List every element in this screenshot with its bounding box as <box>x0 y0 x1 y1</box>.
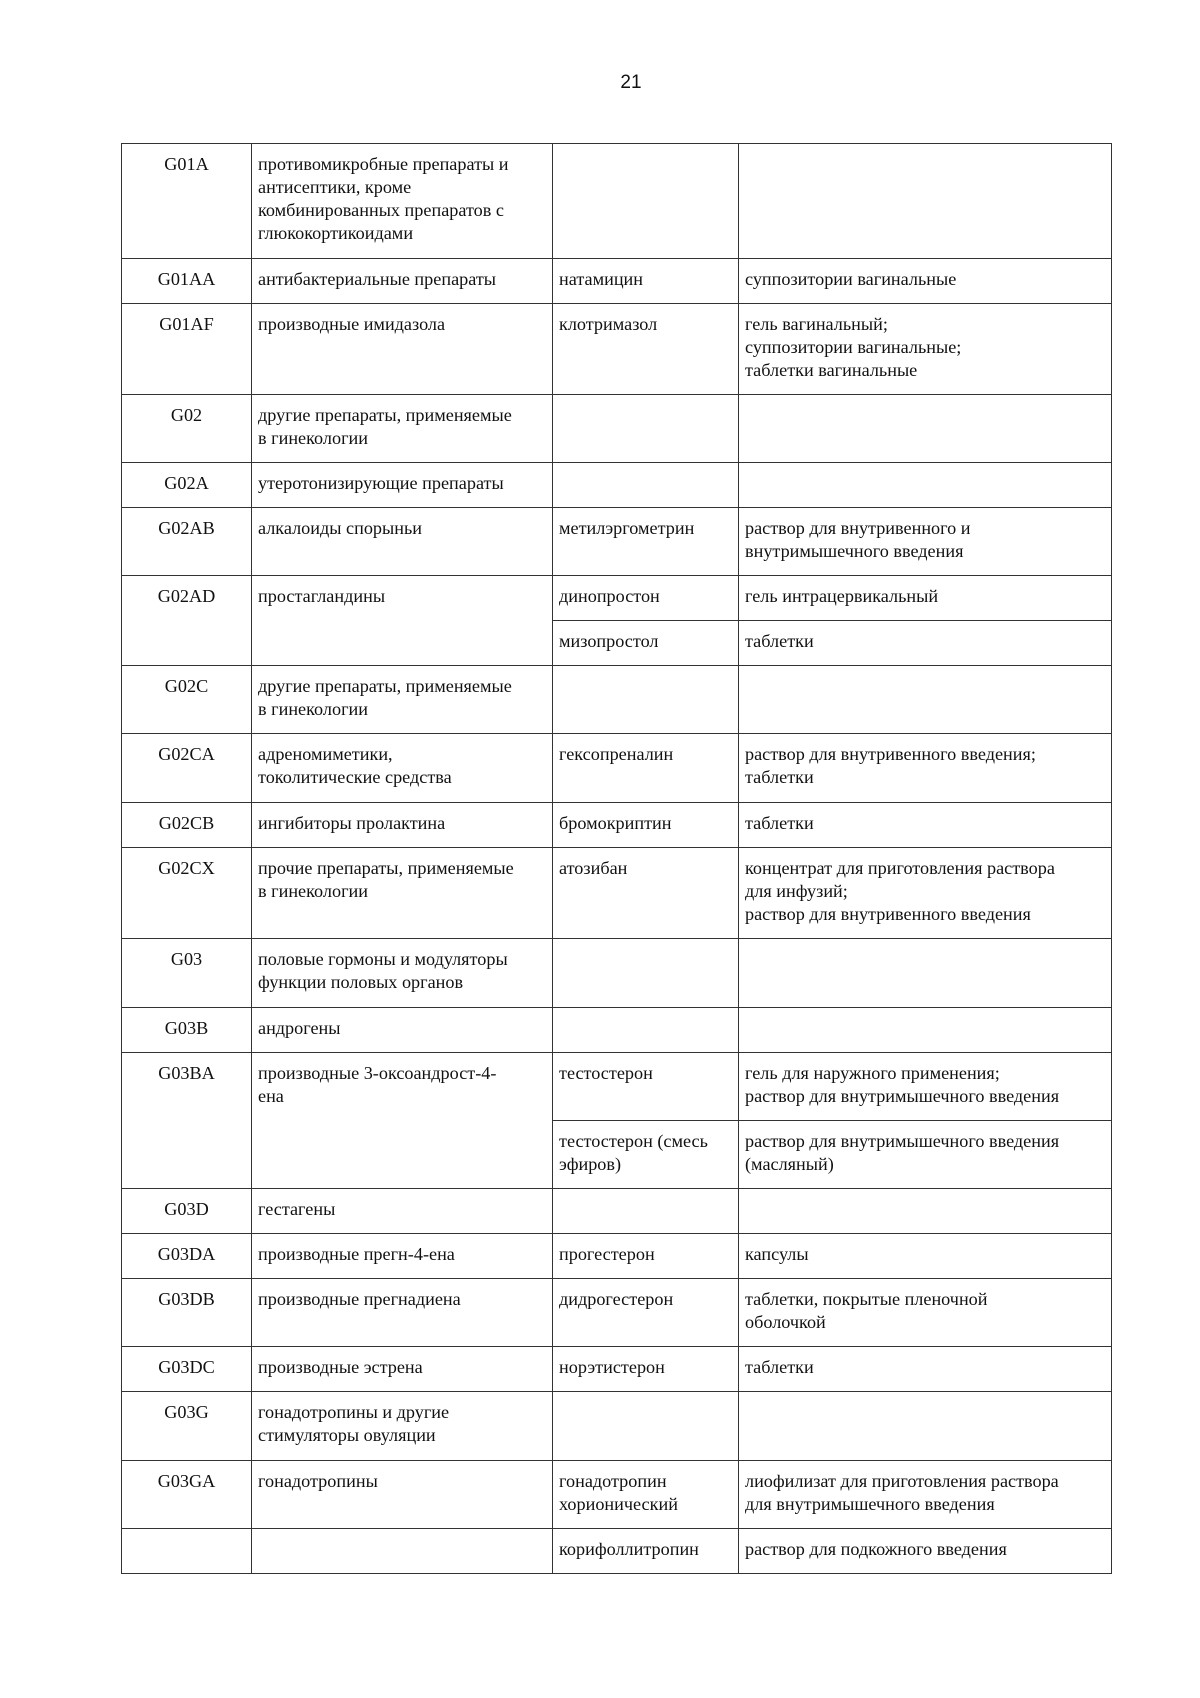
dosage-form-cell: лиофилизат для приготовления раствора для внутримышечного введения <box>739 1461 1112 1529</box>
table-row <box>122 259 1112 304</box>
atc-code-cell: G01AA <box>122 259 252 304</box>
group-name-cell: алкалоиды спорыньи <box>252 508 553 576</box>
group-name-cell <box>252 1529 553 1574</box>
dosage-form-cell: таблетки, покрытые пленочной оболочкой <box>739 1279 1112 1347</box>
group-name-cell: половые гормоны и модуляторы функции половых органов <box>252 939 553 1008</box>
atc-code-cell: G02AB <box>122 508 252 576</box>
drug-name-cell: бромокриптин <box>553 803 739 848</box>
table-row <box>122 1008 1112 1053</box>
dosage-form-cell: таблетки <box>739 621 1112 666</box>
dosage-form-cell <box>739 1392 1112 1461</box>
table-row <box>122 848 1112 939</box>
drug-name-cell: тестостерон <box>553 1053 739 1121</box>
table-row <box>122 1279 1112 1347</box>
drug-name-cell: натамицин <box>553 259 739 304</box>
dosage-form-cell <box>739 1008 1112 1053</box>
table-row <box>122 939 1112 1008</box>
table-row <box>122 1529 1112 1574</box>
atc-code-cell: G03DA <box>122 1234 252 1279</box>
drug-table <box>121 143 1112 1574</box>
drug-name-cell <box>553 666 739 734</box>
group-name-cell: ингибиторы пролактина <box>252 803 553 848</box>
table-row <box>122 1053 1112 1121</box>
drug-name-cell: гонадотропин хорионический <box>553 1461 739 1529</box>
group-name-cell: андрогены <box>252 1008 553 1053</box>
drug-name-cell: гексопреналин <box>553 734 739 803</box>
drug-table-body <box>122 144 1112 1574</box>
drug-name-cell: метилэргометрин <box>553 508 739 576</box>
drug-name-cell: дидрогестерон <box>553 1279 739 1347</box>
atc-code-cell: G03G <box>122 1392 252 1461</box>
atc-code-cell: G02AD <box>122 576 252 666</box>
atc-code-cell: G03BA <box>122 1053 252 1189</box>
dosage-form-cell: суппозитории вагинальные <box>739 259 1112 304</box>
drug-name-cell <box>553 1008 739 1053</box>
atc-code-cell: G03D <box>122 1189 252 1234</box>
dosage-form-cell <box>739 463 1112 508</box>
atc-code-cell: G02 <box>122 395 252 463</box>
drug-name-cell <box>553 144 739 259</box>
table-row <box>122 1392 1112 1461</box>
group-name-cell: производные имидазола <box>252 304 553 395</box>
drug-name-cell <box>553 463 739 508</box>
dosage-form-cell: раствор для внутривенного введения; таблетки <box>739 734 1112 803</box>
atc-code-cell: G02CA <box>122 734 252 803</box>
atc-code-cell: G01AF <box>122 304 252 395</box>
group-name-cell: другие препараты, применяемые в гинекологии <box>252 395 553 463</box>
drug-name-cell: тестостерон (смесь эфиров) <box>553 1121 739 1189</box>
table-row <box>122 666 1112 734</box>
group-name-cell: гонадотропины <box>252 1461 553 1529</box>
drug-name-cell <box>553 939 739 1008</box>
dosage-form-cell <box>739 1189 1112 1234</box>
table-row <box>122 1189 1112 1234</box>
atc-code-cell: G03 <box>122 939 252 1008</box>
table-row <box>122 1234 1112 1279</box>
table-row <box>122 1347 1112 1392</box>
atc-code-cell: G02CB <box>122 803 252 848</box>
dosage-form-cell: концентрат для приготовления раствора для инфузий; раствор для внутривенного введения <box>739 848 1112 939</box>
table-row <box>122 508 1112 576</box>
dosage-form-cell <box>739 144 1112 259</box>
table-row <box>122 304 1112 395</box>
group-name-cell: антибактериальные препараты <box>252 259 553 304</box>
dosage-form-cell: раствор для подкожного введения <box>739 1529 1112 1574</box>
table-row <box>122 734 1112 803</box>
drug-name-cell: корифоллитропин <box>553 1529 739 1574</box>
drug-name-cell: прогестерон <box>553 1234 739 1279</box>
group-name-cell: утеротонизирующие препараты <box>252 463 553 508</box>
drug-name-cell <box>553 1189 739 1234</box>
group-name-cell: производные прегн-4-ена <box>252 1234 553 1279</box>
group-name-cell: противомикробные препараты и антисептики, кроме комбинированных препаратов с глюкокортикоидами <box>252 144 553 259</box>
group-name-cell: простагландины <box>252 576 553 666</box>
drug-name-cell: клотримазол <box>553 304 739 395</box>
group-name-cell: другие препараты, применяемые в гинекологии <box>252 666 553 734</box>
atc-code-cell: G01A <box>122 144 252 259</box>
group-name-cell: производные эстрена <box>252 1347 553 1392</box>
group-name-cell: гонадотропины и другие стимуляторы овуляции <box>252 1392 553 1461</box>
drug-name-cell: динопростон <box>553 576 739 621</box>
dosage-form-cell <box>739 666 1112 734</box>
atc-code-cell: G02A <box>122 463 252 508</box>
dosage-form-cell: таблетки <box>739 1347 1112 1392</box>
dosage-form-cell: капсулы <box>739 1234 1112 1279</box>
page-number: 21 <box>620 72 642 93</box>
dosage-form-cell: таблетки <box>739 803 1112 848</box>
group-name-cell: гестагены <box>252 1189 553 1234</box>
group-name-cell: производные прегнадиена <box>252 1279 553 1347</box>
atc-code-cell: G02C <box>122 666 252 734</box>
table-row <box>122 395 1112 463</box>
dosage-form-cell <box>739 939 1112 1008</box>
table-row <box>122 463 1112 508</box>
table-row <box>122 803 1112 848</box>
drug-name-cell: атозибан <box>553 848 739 939</box>
table-row <box>122 576 1112 621</box>
atc-code-cell <box>122 1529 252 1574</box>
atc-code-cell: G03B <box>122 1008 252 1053</box>
dosage-form-cell: гель для наружного применения; раствор для внутримышечного введения <box>739 1053 1112 1121</box>
atc-code-cell: G02CX <box>122 848 252 939</box>
dosage-form-cell: гель вагинальный; суппозитории вагинальные; таблетки вагинальные <box>739 304 1112 395</box>
dosage-form-cell: гель интрацервикальный <box>739 576 1112 621</box>
dosage-form-cell: раствор для внутримышечного введения (масляный) <box>739 1121 1112 1189</box>
group-name-cell: адреномиметики, токолитические средства <box>252 734 553 803</box>
dosage-form-cell <box>739 395 1112 463</box>
group-name-cell: прочие препараты, применяемые в гинекологии <box>252 848 553 939</box>
table-row <box>122 144 1112 259</box>
drug-name-cell <box>553 1392 739 1461</box>
dosage-form-cell: раствор для внутривенного и внутримышечного введения <box>739 508 1112 576</box>
drug-name-cell <box>553 395 739 463</box>
drug-name-cell: норэтистерон <box>553 1347 739 1392</box>
group-name-cell: производные 3-оксоандрост-4- ена <box>252 1053 553 1189</box>
atc-code-cell: G03DC <box>122 1347 252 1392</box>
drug-name-cell: мизопростол <box>553 621 739 666</box>
atc-code-cell: G03DB <box>122 1279 252 1347</box>
table-row <box>122 1461 1112 1529</box>
atc-code-cell: G03GA <box>122 1461 252 1529</box>
